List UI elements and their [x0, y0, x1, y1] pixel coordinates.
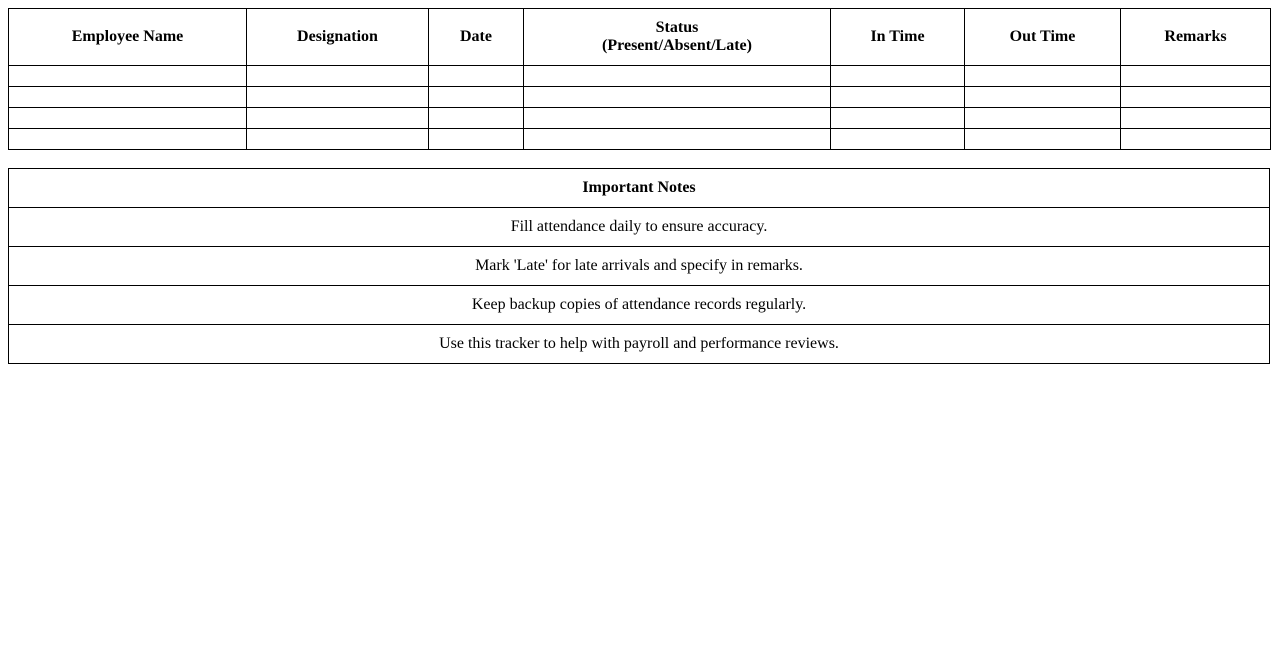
note-item: Fill attendance daily to ensure accuracy.	[9, 208, 1270, 247]
status-cell[interactable]	[524, 108, 831, 129]
note-row	[9, 286, 1270, 325]
note-item: Mark 'Late' for late arrivals and specify in remarks.	[9, 247, 1270, 286]
out-time-cell[interactable]	[965, 108, 1121, 129]
designation-cell[interactable]	[247, 108, 429, 129]
out-time-cell[interactable]	[965, 129, 1121, 150]
notes-title: Important Notes	[9, 169, 1270, 208]
date-cell[interactable]	[429, 87, 524, 108]
table-row	[9, 66, 1271, 87]
date-cell[interactable]	[429, 66, 524, 87]
attendance-table	[8, 8, 1271, 150]
note-row	[9, 325, 1270, 364]
header-remarks: Remarks	[1121, 9, 1271, 66]
header-designation: Designation	[247, 9, 429, 66]
date-cell[interactable]	[429, 129, 524, 150]
notes-header-row	[9, 169, 1270, 208]
designation-cell[interactable]	[247, 129, 429, 150]
table-row	[9, 108, 1271, 129]
remarks-cell[interactable]	[1121, 66, 1271, 87]
remarks-cell[interactable]	[1121, 108, 1271, 129]
designation-cell[interactable]	[247, 87, 429, 108]
remarks-cell[interactable]	[1121, 87, 1271, 108]
table-row	[9, 129, 1271, 150]
important-notes-table	[8, 168, 1270, 364]
employee-name-cell[interactable]	[9, 108, 247, 129]
employee-name-cell[interactable]	[9, 129, 247, 150]
table-row	[9, 87, 1271, 108]
note-item: Use this tracker to help with payroll and performance reviews.	[9, 325, 1270, 364]
header-in-time: In Time	[831, 9, 965, 66]
note-row	[9, 247, 1270, 286]
status-cell[interactable]	[524, 66, 831, 87]
employee-name-cell[interactable]	[9, 87, 247, 108]
header-status	[524, 9, 831, 66]
header-status-options: (Present/Absent/Late)	[602, 37, 752, 54]
employee-name-cell[interactable]	[9, 66, 247, 87]
status-cell[interactable]	[524, 87, 831, 108]
out-time-cell[interactable]	[965, 87, 1121, 108]
note-row	[9, 208, 1270, 247]
attendance-header-row	[9, 9, 1271, 66]
remarks-cell[interactable]	[1121, 129, 1271, 150]
in-time-cell[interactable]	[831, 66, 965, 87]
in-time-cell[interactable]	[831, 87, 965, 108]
in-time-cell[interactable]	[831, 108, 965, 129]
in-time-cell[interactable]	[831, 129, 965, 150]
note-item: Keep backup copies of attendance records regularly.	[9, 286, 1270, 325]
out-time-cell[interactable]	[965, 66, 1121, 87]
status-cell[interactable]	[524, 129, 831, 150]
designation-cell[interactable]	[247, 66, 429, 87]
header-date: Date	[429, 9, 524, 66]
header-status-label: Status	[655, 19, 699, 36]
header-out-time: Out Time	[965, 9, 1121, 66]
date-cell[interactable]	[429, 108, 524, 129]
header-employee-name: Employee Name	[9, 9, 247, 66]
